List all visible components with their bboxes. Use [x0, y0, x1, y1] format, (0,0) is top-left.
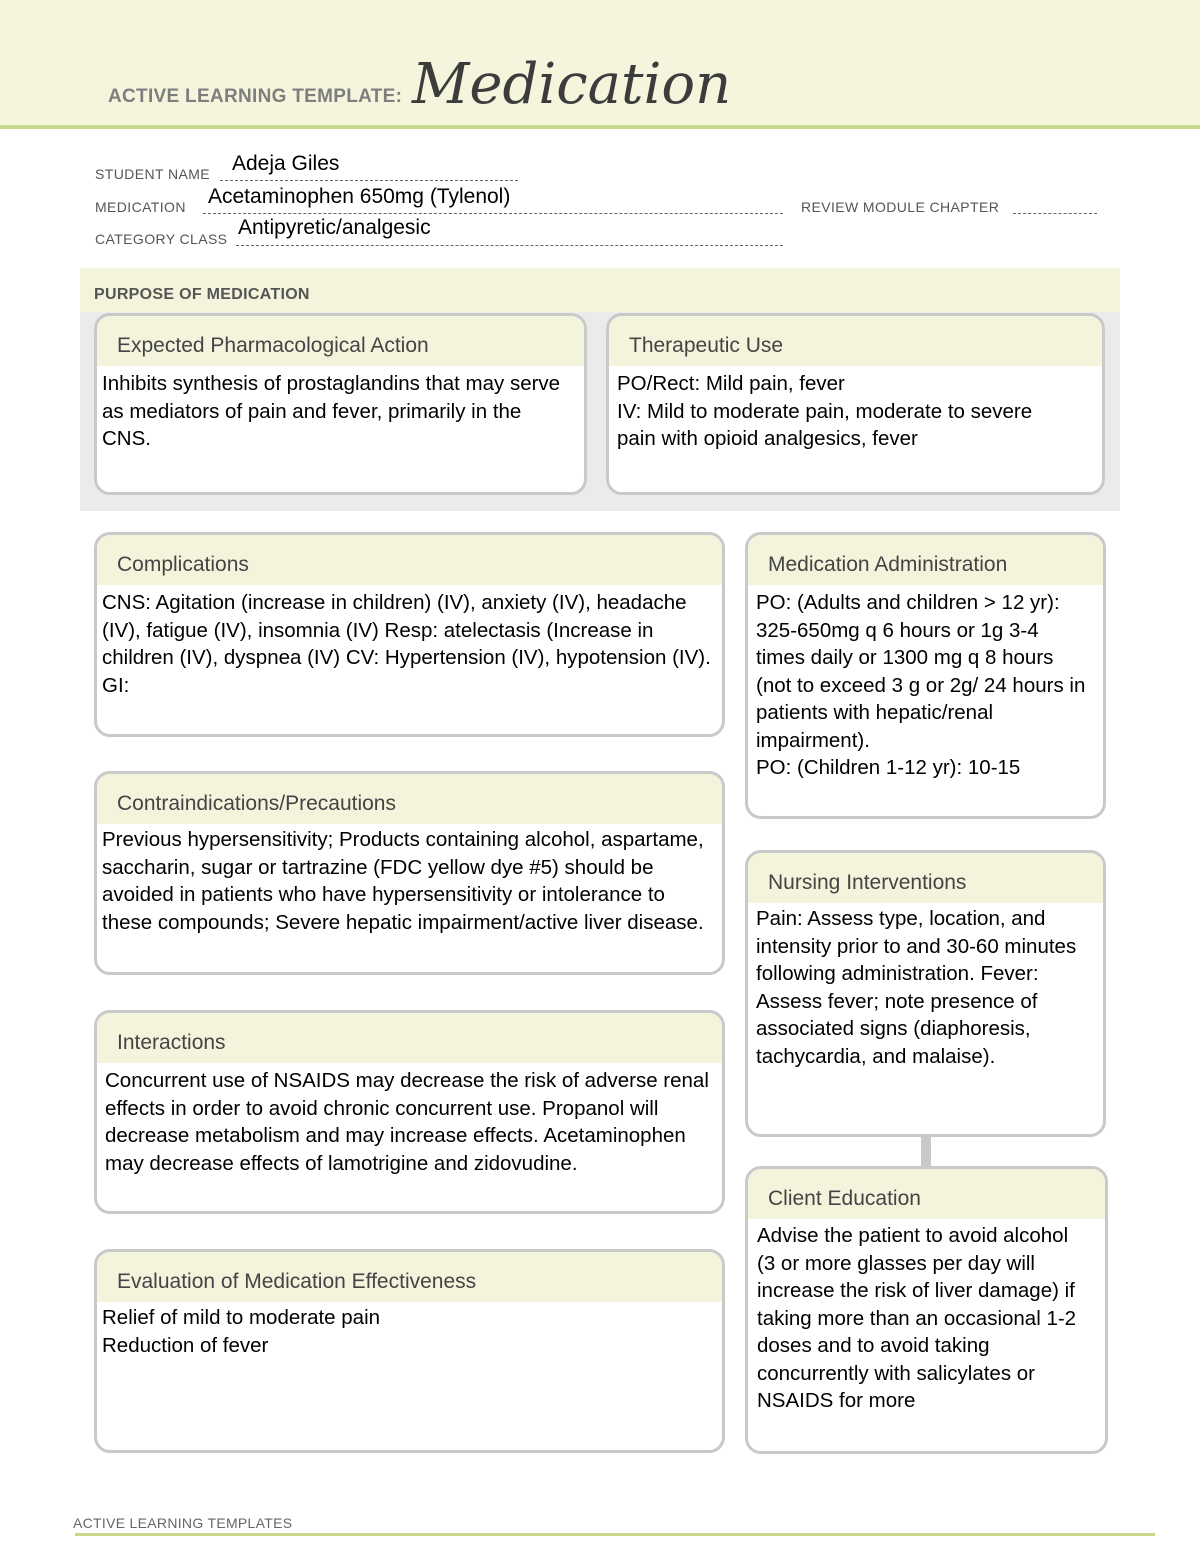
- administration-line1[interactable]: PO: (Adults and children > 12 yr): 325-650mg q 6 hours or 1g 3-4 times daily or 1300 mg q 8 hours (not to exceed 3 g or 2g/ 24 hours in patients with hepatic/renal impairment).: [756, 591, 1086, 752]
- client-education-title: Client Education: [748, 1169, 1105, 1219]
- expected-action-text[interactable]: Inhibits synthesis of prostaglandins that may serve as mediators of pain and fever, primarily in the CNS.: [102, 372, 561, 450]
- evaluation-line1[interactable]: Relief of mild to moderate pain: [102, 1306, 381, 1329]
- nursing-interventions-title: Nursing Interventions: [748, 853, 1103, 903]
- therapeutic-use-line2[interactable]: IV: Mild to moderate pain, moderate to severe pain with opioid analgesics, fever: [617, 399, 1033, 450]
- complications-text[interactable]: CNS: Agitation (increase in children) (IV), anxiety (IV), headache (IV), fatigue (IV), insomnia (IV) Resp: atelectasis (Increase in children (IV), dyspnea (IV) CV: Hypertension (IV), hypotension (IV). GI:: [102, 591, 711, 697]
- student-name-field[interactable]: Adeja Giles: [232, 152, 340, 175]
- nursing-interventions-text[interactable]: Pain: Assess type, location, and intensity prior to and 30-60 minutes following administration. Fever: Assess fever; note presence of associated signs (diaphoresis, tachycardia, and malaise).: [756, 907, 1077, 1068]
- review-module-label: REVIEW MODULE CHAPTER: [801, 199, 1000, 215]
- client-education-box: [745, 1166, 1108, 1454]
- contraindications-text[interactable]: Previous hypersensitivity; Products containing alcohol, aspartame, saccharin, sugar or tartrazine (FDC yellow dye #5) should be avoided in patients who have hypersensitivity or intolerance to these compounds; Severe hepatic impairment/active liver disease.: [102, 828, 704, 934]
- administration-title: Medication Administration: [748, 535, 1103, 585]
- category-class-label: CATEGORY CLASS: [95, 231, 228, 247]
- student-name-label: STUDENT NAME: [95, 166, 210, 182]
- review-module-line: [1013, 213, 1097, 214]
- evaluation-title: Evaluation of Medication Effectiveness: [97, 1252, 722, 1302]
- interactions-box: [94, 1010, 725, 1214]
- nursing-interventions-box: [745, 850, 1106, 1137]
- therapeutic-use-box: [606, 313, 1105, 495]
- medication-field[interactable]: Acetaminophen 650mg (Tylenol): [208, 185, 511, 208]
- complications-title: Complications: [97, 535, 722, 585]
- contraindications-title: Contraindications/Precautions: [97, 774, 722, 824]
- contraindications-box: [94, 771, 725, 975]
- interactions-text[interactable]: Concurrent use of NSAIDS may decrease the risk of adverse renal effects in order to avoid chronic concurrent use. Propanol will decrease metabolism and may increase effects. Acetaminophen may decrease effects of lamotrigine and zidovudine.: [105, 1069, 709, 1175]
- therapeutic-use-line1[interactable]: PO/Rect: Mild pain, fever: [617, 372, 845, 395]
- expected-action-title: Expected Pharmacological Action: [97, 316, 584, 366]
- complications-box: [94, 532, 725, 737]
- column-connector: [921, 1135, 931, 1167]
- medication-label: MEDICATION: [95, 199, 186, 215]
- template-label: ACTIVE LEARNING TEMPLATE:: [108, 86, 403, 107]
- footer-label: ACTIVE LEARNING TEMPLATES: [73, 1515, 293, 1531]
- therapeutic-use-title: Therapeutic Use: [609, 316, 1102, 366]
- footer-rule: [75, 1533, 1155, 1536]
- category-class-line: [236, 245, 783, 246]
- page-title: Medication: [412, 52, 732, 117]
- category-class-field[interactable]: Antipyretic/analgesic: [238, 216, 431, 239]
- administration-line2[interactable]: PO: (Children 1-12 yr): 10-15: [756, 756, 1021, 779]
- purpose-label: PURPOSE OF MEDICATION: [94, 286, 310, 303]
- client-education-text[interactable]: Advise the patient to avoid alcohol (3 or more glasses per day will increase the risk of liver damage) if taking more than an occasional 1-2 doses and to avoid taking concurrently with salicylates or NSAIDS for more: [757, 1224, 1077, 1412]
- medication-line: [203, 213, 783, 214]
- interactions-title: Interactions: [97, 1013, 722, 1063]
- evaluation-line2[interactable]: Reduction of fever: [102, 1333, 269, 1357]
- evaluation-box: [94, 1249, 725, 1453]
- student-name-line: [220, 180, 518, 181]
- administration-box: [745, 532, 1106, 819]
- expected-action-box: [94, 313, 587, 495]
